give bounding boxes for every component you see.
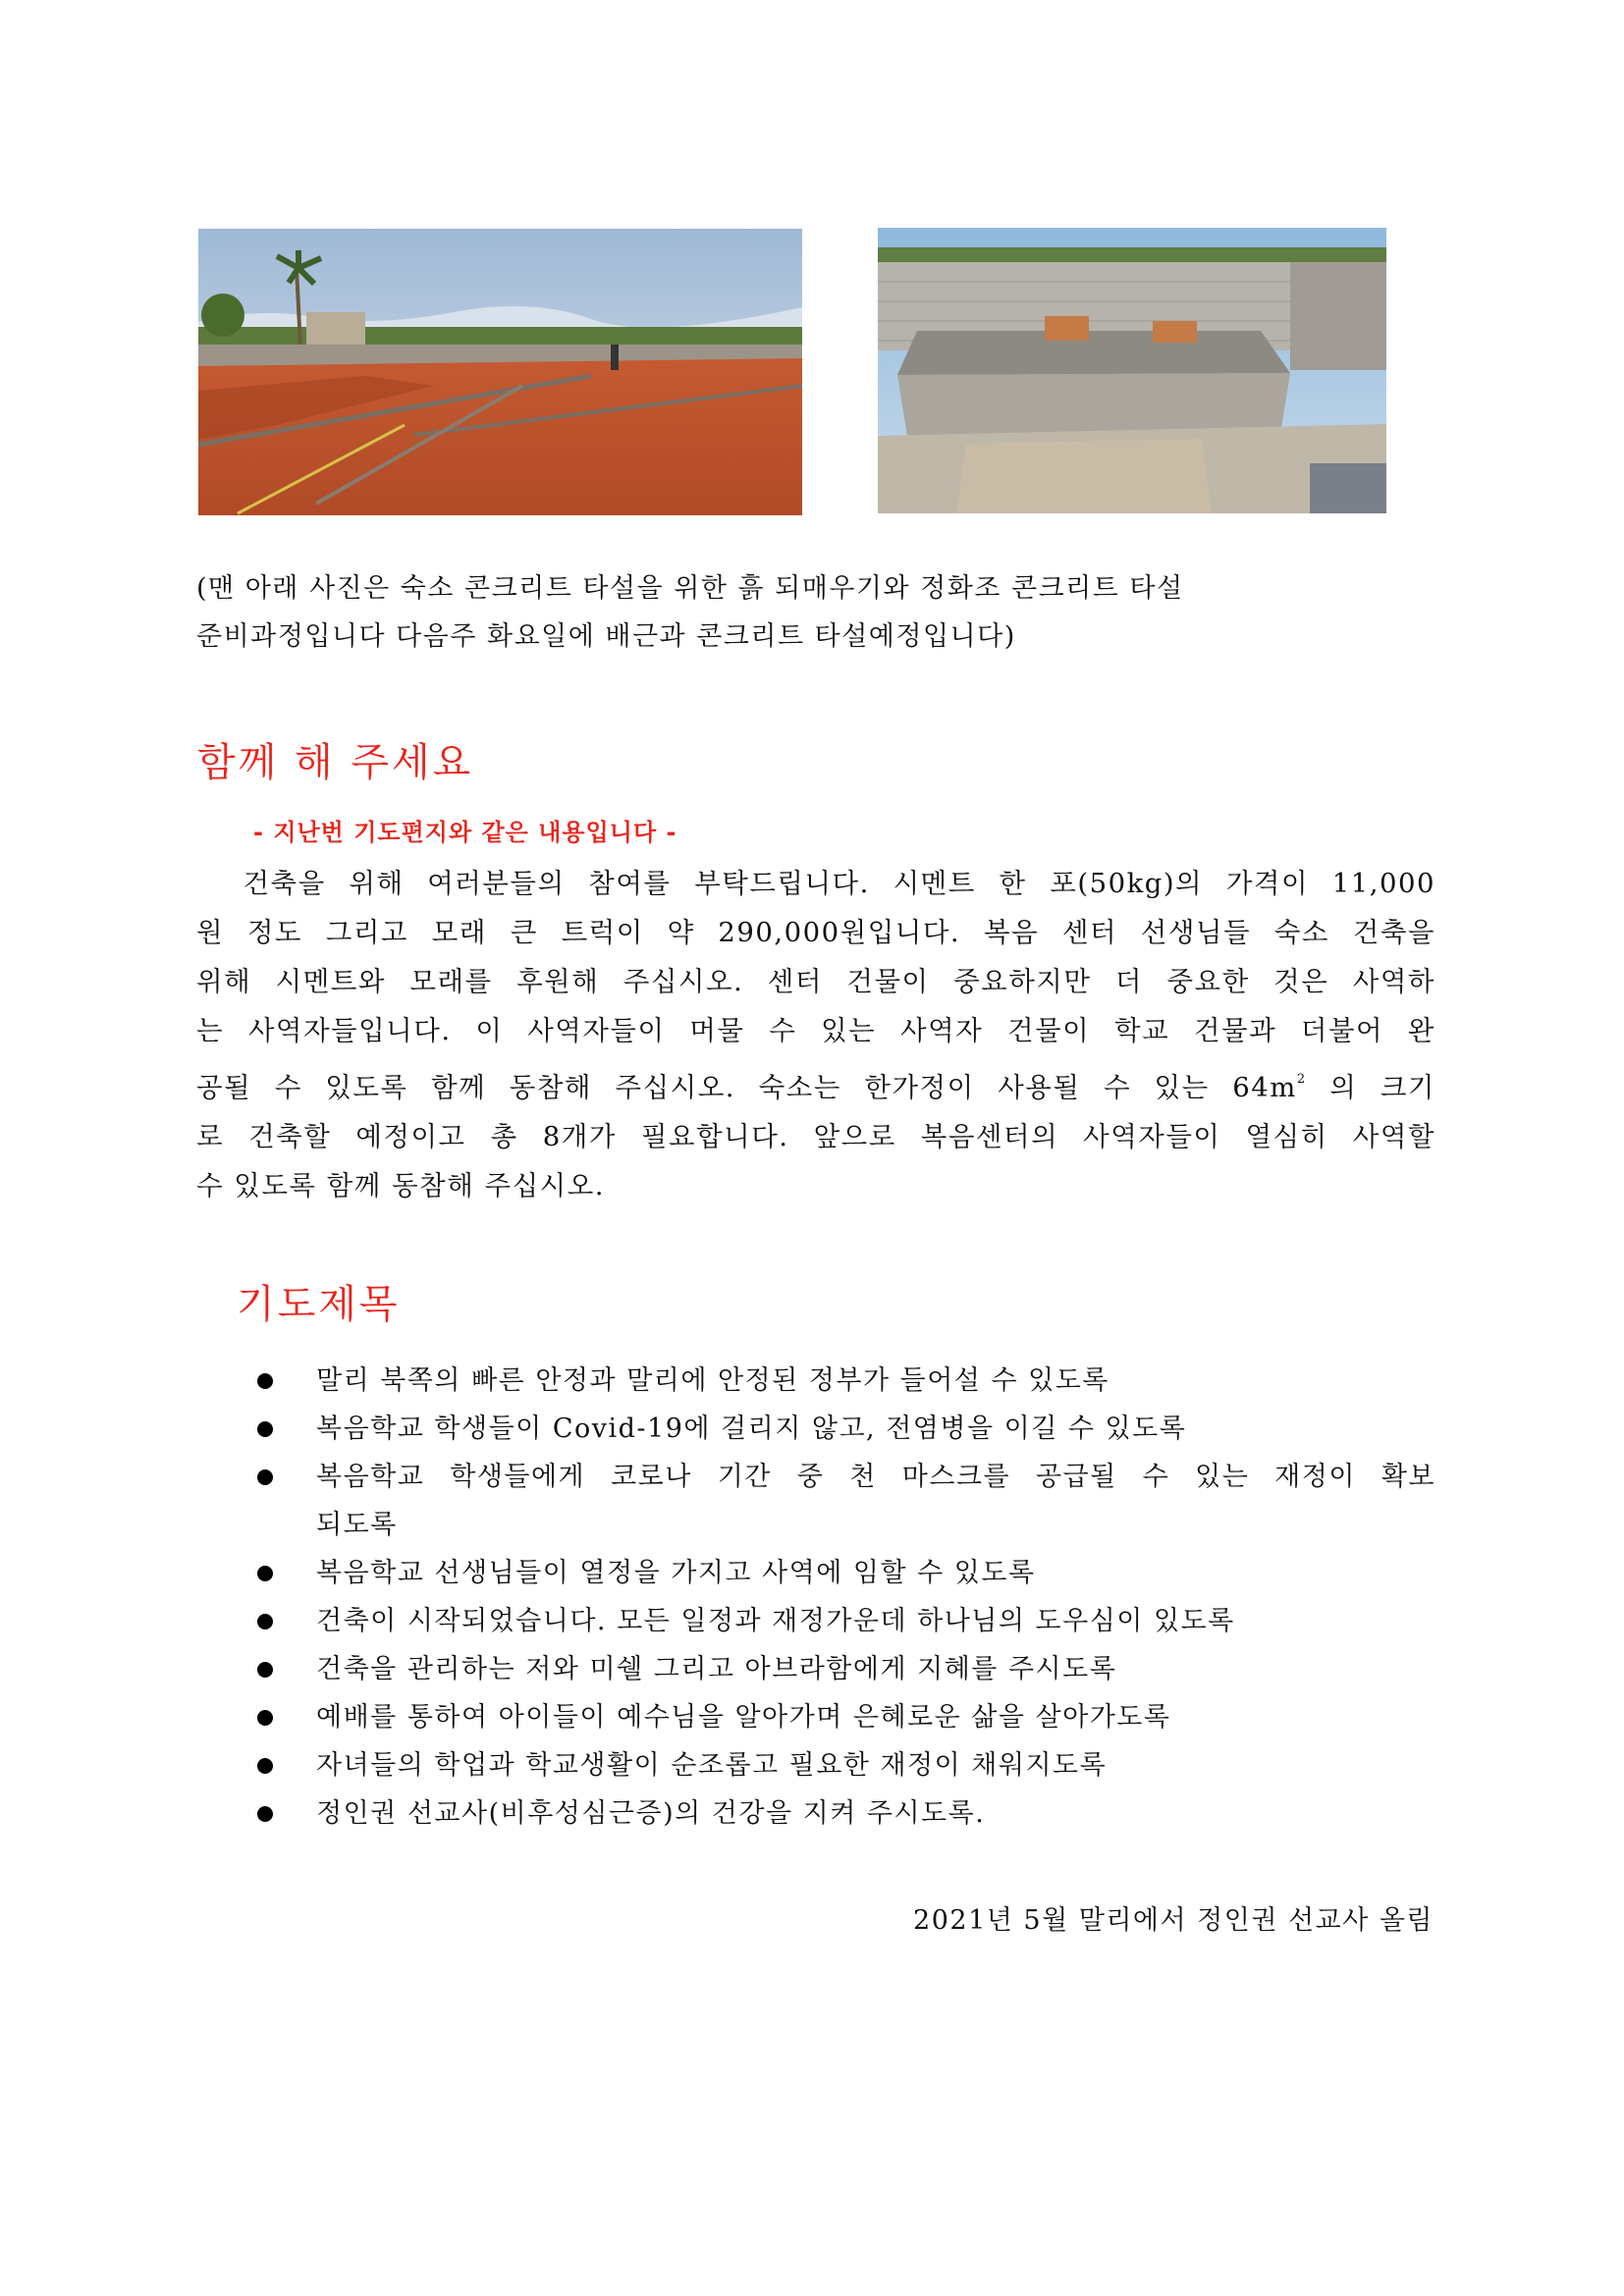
paragraph-line: [196, 1055, 1435, 1112]
bullet-icon: [257, 1662, 273, 1678]
paragraph-line-tail: 의 크기: [1306, 1072, 1435, 1103]
prayer-heading: 기도제목: [237, 1282, 401, 1327]
paragraph-line: 수 있도록 함께 동참해 주십시오.: [196, 1170, 606, 1201]
bullet-icon: [257, 1758, 273, 1774]
together-subheading: - 지난번 기도편지와 같은 내용입니다 -: [253, 819, 677, 846]
bullet-icon: [257, 1373, 273, 1389]
list-item-text: 복음학교 선생님들이 열정을 가지고 사역에 임할 수 있도록: [316, 1558, 1036, 1588]
caption-line-2: 준비과정입니다 다음주 화요일에 배근과 콘크리트 타설예정입니다): [196, 621, 1016, 652]
list-item: [257, 1357, 1435, 1405]
signature: 2021년 5월 말리에서 정인권 선교사 올림: [913, 1905, 1434, 1936]
list-item: [257, 1789, 1435, 1838]
list-item: [257, 1741, 1435, 1789]
list-item-text: 복음학교 학생들에게 코로나 기간 중 천 마스크를 공급될 수 있는 재정이 확보: [316, 1462, 1435, 1492]
list-item-text: 예배를 통하여 아이들이 예수님을 알아가며 은혜로운 삶을 살아가도록: [316, 1702, 1171, 1733]
paragraph-line: 건축을 위해 여러분들의 참여를 부탁드립니다. 시멘트 한 포(50kg)의 가격이 11,000: [196, 868, 1435, 899]
bullet-icon: [257, 1469, 273, 1485]
list-item: [257, 1549, 1435, 1597]
paragraph-line: 원 정도 그리고 모래 큰 트럭이 약 290,000원입니다. 복음 센터 선생님들 숙소 건축을: [196, 917, 1435, 948]
list-item-text: 건축을 관리하는 저와 미쉘 그리고 아브라함에게 지혜를 주시도록: [316, 1654, 1117, 1684]
photo-caption: [196, 564, 1434, 661]
bullet-icon: [257, 1421, 273, 1437]
together-paragraph: [196, 859, 1435, 1210]
list-item: [257, 1693, 1435, 1741]
list-item-text: 말리 북쪽의 빠른 안정과 말리에 안정된 정부가 들어설 수 있도록: [316, 1365, 1110, 1396]
bullet-icon: [257, 1710, 273, 1726]
list-item-text: 정인권 선교사(비후성심근증)의 건강을 지켜 주시도록.: [316, 1798, 986, 1829]
together-heading: 함께 해 주세요: [197, 740, 474, 785]
list-item-text: 건축이 시작되었습니다. 모든 일정과 재정가운데 하나님의 도우심이 있도록: [316, 1606, 1235, 1636]
septic-tank-photo: [878, 228, 1386, 513]
construction-site-photo: [198, 229, 802, 515]
list-item-text: 복음학교 학생들이 Covid-19에 걸리지 않고, 전염병을 이길 수 있도록: [316, 1414, 1187, 1444]
caption-line-1: (맨 아래 사진은 숙소 콘크리트 타설을 위한 흙 되매우기와 정화조 콘크리트 타설: [196, 573, 1184, 604]
list-item-text: 자녀들의 학업과 학교생활이 순조롭고 필요한 재정이 채워지도록: [316, 1750, 1108, 1781]
list-item: [257, 1645, 1435, 1693]
prayer-list: [257, 1357, 1435, 1838]
paragraph-line: 는 사역자들입니다. 이 사역자들이 머물 수 있는 사역자 건물이 학교 건물과 더불어 완: [196, 1015, 1435, 1046]
paragraph-line: 위해 시멘트와 모래를 후원해 주십시오. 센터 건물이 중요하지만 더 중요한 것은 사역하: [196, 966, 1435, 997]
list-item: [257, 1597, 1435, 1645]
list-item: [257, 1453, 1435, 1549]
paragraph-line: 로 건축할 예정이고 총 8개가 필요합니다. 앞으로 복음센터의 사역자들이 열심히 사역할: [196, 1121, 1435, 1152]
paragraph-line-text: 공될 수 있도록 함께 동참해 주십시오. 숙소는 한가정이 사용될 수 있는 64m: [196, 1072, 1297, 1103]
bullet-icon: [257, 1566, 273, 1581]
superscript: 2: [1296, 1072, 1307, 1087]
list-item: [257, 1405, 1435, 1453]
list-item-text-continued: 되도록: [316, 1510, 398, 1540]
bullet-icon: [257, 1806, 273, 1822]
bullet-icon: [257, 1614, 273, 1629]
